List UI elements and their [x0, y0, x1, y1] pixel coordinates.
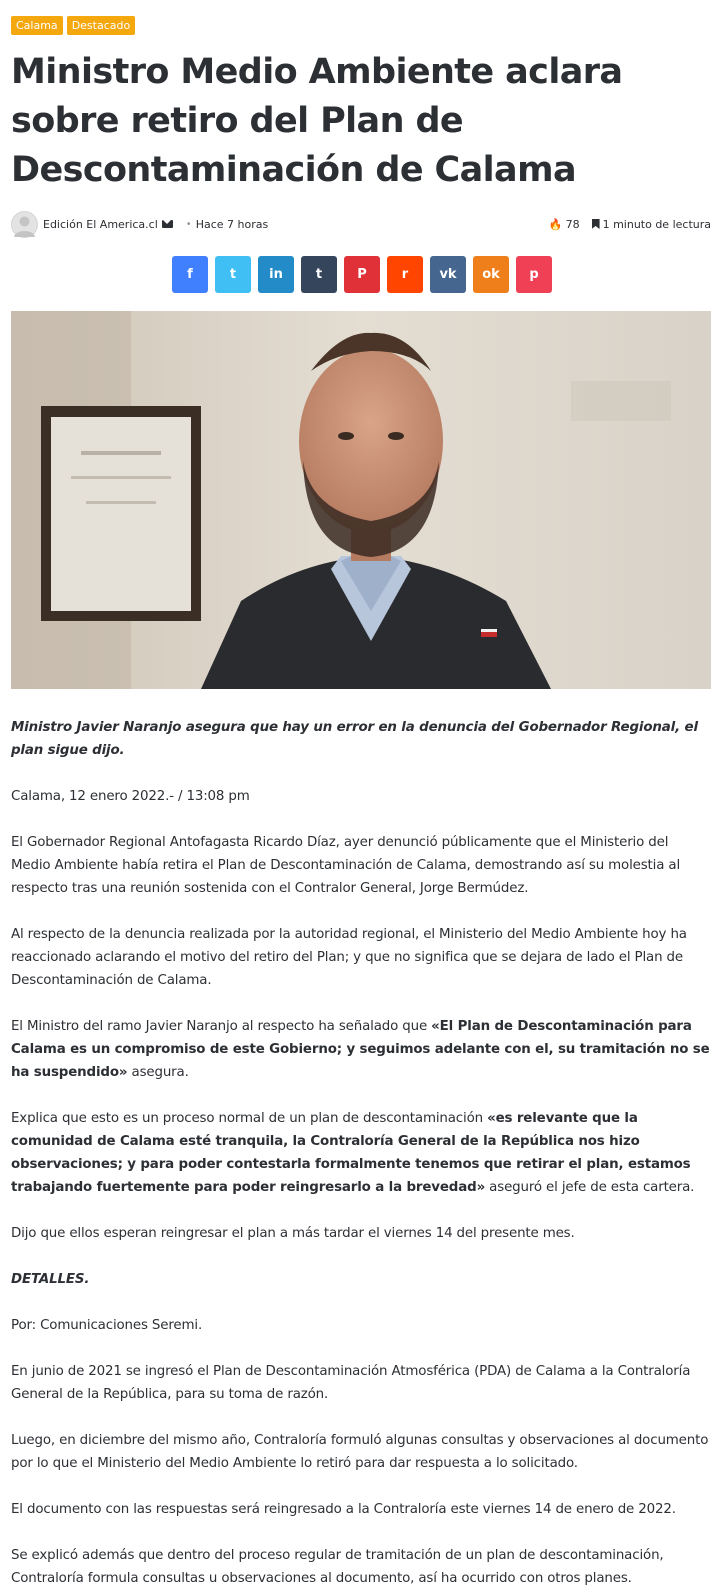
fire-icon: 🔥	[548, 217, 563, 231]
article-paragraph	[11, 1107, 711, 1199]
minister-quote: «es relevante que la comunidad de Calama esté tranquila, la Contraloría General de la República nos hizo observaciones; y para poder contestarla formalmente tenemos que retirar el plan, estamos trabajando fuertemente para poder reingresarlo a la brevedad»	[11, 1111, 691, 1195]
vk-icon: vk	[439, 267, 457, 282]
author-name[interactable]: Edición El America.cl	[43, 217, 158, 231]
article-dateline: Calama, 12 enero 2022.- / 13:08 pm	[11, 789, 250, 804]
category-tag-calama[interactable]: Calama	[11, 16, 63, 35]
paragraph-text: Explica que esto es un proceso normal de un plan de descontaminación	[11, 1111, 488, 1126]
facebook-icon: f	[187, 267, 193, 282]
share-twitter-button[interactable]	[215, 256, 251, 293]
article-paragraph: En junio de 2021 se ingresó el Plan de Descontaminación Atmosférica (PDA) de Calama a la Contraloría General de la República, para su toma de razón.	[11, 1364, 691, 1402]
share-pinterest-button[interactable]	[344, 256, 380, 293]
article-paragraph: Luego, en diciembre del mismo año, Contraloría formuló algunas consultas y observaciones al documento por lo que el Ministerio del Medio Ambiente lo retiró para dar respuesta a lo solicitado.	[11, 1433, 709, 1471]
post-meta	[11, 210, 711, 238]
article-lead: Ministro Javier Naranjo asegura que hay un error en la denuncia del Gobernador Regional, el plan sigue dijo.	[11, 720, 698, 758]
paragraph-text: aseguró el jefe de esta cartera.	[485, 1180, 695, 1195]
linkedin-icon: in	[269, 267, 283, 282]
share-facebook-button[interactable]	[172, 256, 208, 293]
details-heading: DETALLES.	[11, 1272, 90, 1287]
minister-quote: «El Plan de Descontaminación para Calama es un compromiso de este Gobierno; y seguimos adelante con el, su tramitación no se ha suspendido»	[11, 1019, 710, 1080]
user-avatar-icon	[12, 212, 37, 237]
post-time: Hace 7 horas	[195, 217, 269, 231]
article-paragraph: El Gobernador Regional Antofagasta Ricardo Díaz, ayer denunció públicamente que el Ministerio del Medio Ambiente había retira el Plan de Descontaminación de Calama, demostrando así su molestia al respecto tras una reunión sostenida con el Contralor General, Jorge Bermúdez.	[11, 835, 681, 896]
author-avatar[interactable]	[11, 211, 38, 238]
article-title: Ministro Medio Ambiente aclara sobre retiro del Plan de Descontaminación de Calama	[11, 52, 623, 190]
portrait-photo	[11, 311, 711, 689]
category-tag-destacado[interactable]: Destacado	[67, 16, 136, 35]
bookmark-icon	[592, 219, 600, 229]
featured-image	[11, 311, 711, 689]
paragraph-text: El Ministro del ramo Javier Naranjo al respecto ha señalado que	[11, 1019, 432, 1034]
article-paragraph: Se explicó además que dentro del proceso regular de tramitación de un plan de descontaminación, Contraloría formula consultas u observaciones al documento, así ha ocurrido con otros planes.	[11, 1548, 664, 1586]
article-paragraph: Al respecto de la denuncia realizada por la autoridad regional, el Ministerio del Medio Ambiente hoy ha reaccionado aclarando el motivo del retiro del Plan; y que no significa que se dejara de lado el Plan de Descontaminación de Calama.	[11, 927, 687, 988]
share-pocket-button[interactable]	[516, 256, 552, 293]
share-vk-button[interactable]	[430, 256, 466, 293]
view-count: 78	[565, 217, 580, 231]
read-time: 1 minuto de lectura	[602, 217, 711, 231]
share-buttons	[172, 256, 552, 293]
odnoklassniki-icon: ok	[482, 267, 500, 282]
share-odnoklassniki-button[interactable]	[473, 256, 509, 293]
tumblr-icon: t	[315, 267, 323, 282]
mail-icon[interactable]	[162, 220, 173, 228]
share-linkedin-button[interactable]	[258, 256, 294, 293]
share-tumblr-button[interactable]	[301, 256, 337, 293]
article-paragraph	[11, 1015, 711, 1084]
twitter-icon: t	[229, 267, 237, 282]
reddit-icon: r	[401, 267, 409, 282]
article-body	[11, 716, 711, 1590]
pinterest-icon: P	[357, 267, 367, 282]
article-paragraph: El documento con las respuestas será reingresado a la Contraloría este viernes 14 de enero de 2022.	[11, 1502, 676, 1517]
pocket-icon: p	[529, 267, 539, 282]
share-reddit-button[interactable]	[387, 256, 423, 293]
category-tags	[11, 16, 135, 35]
article-byline: Por: Comunicaciones Seremi.	[11, 1318, 203, 1333]
separator-dot: •	[185, 218, 192, 230]
article-paragraph: Dijo que ellos esperan reingresar el plan a más tardar el viernes 14 del presente mes.	[11, 1226, 575, 1241]
paragraph-text: asegura.	[127, 1065, 189, 1080]
